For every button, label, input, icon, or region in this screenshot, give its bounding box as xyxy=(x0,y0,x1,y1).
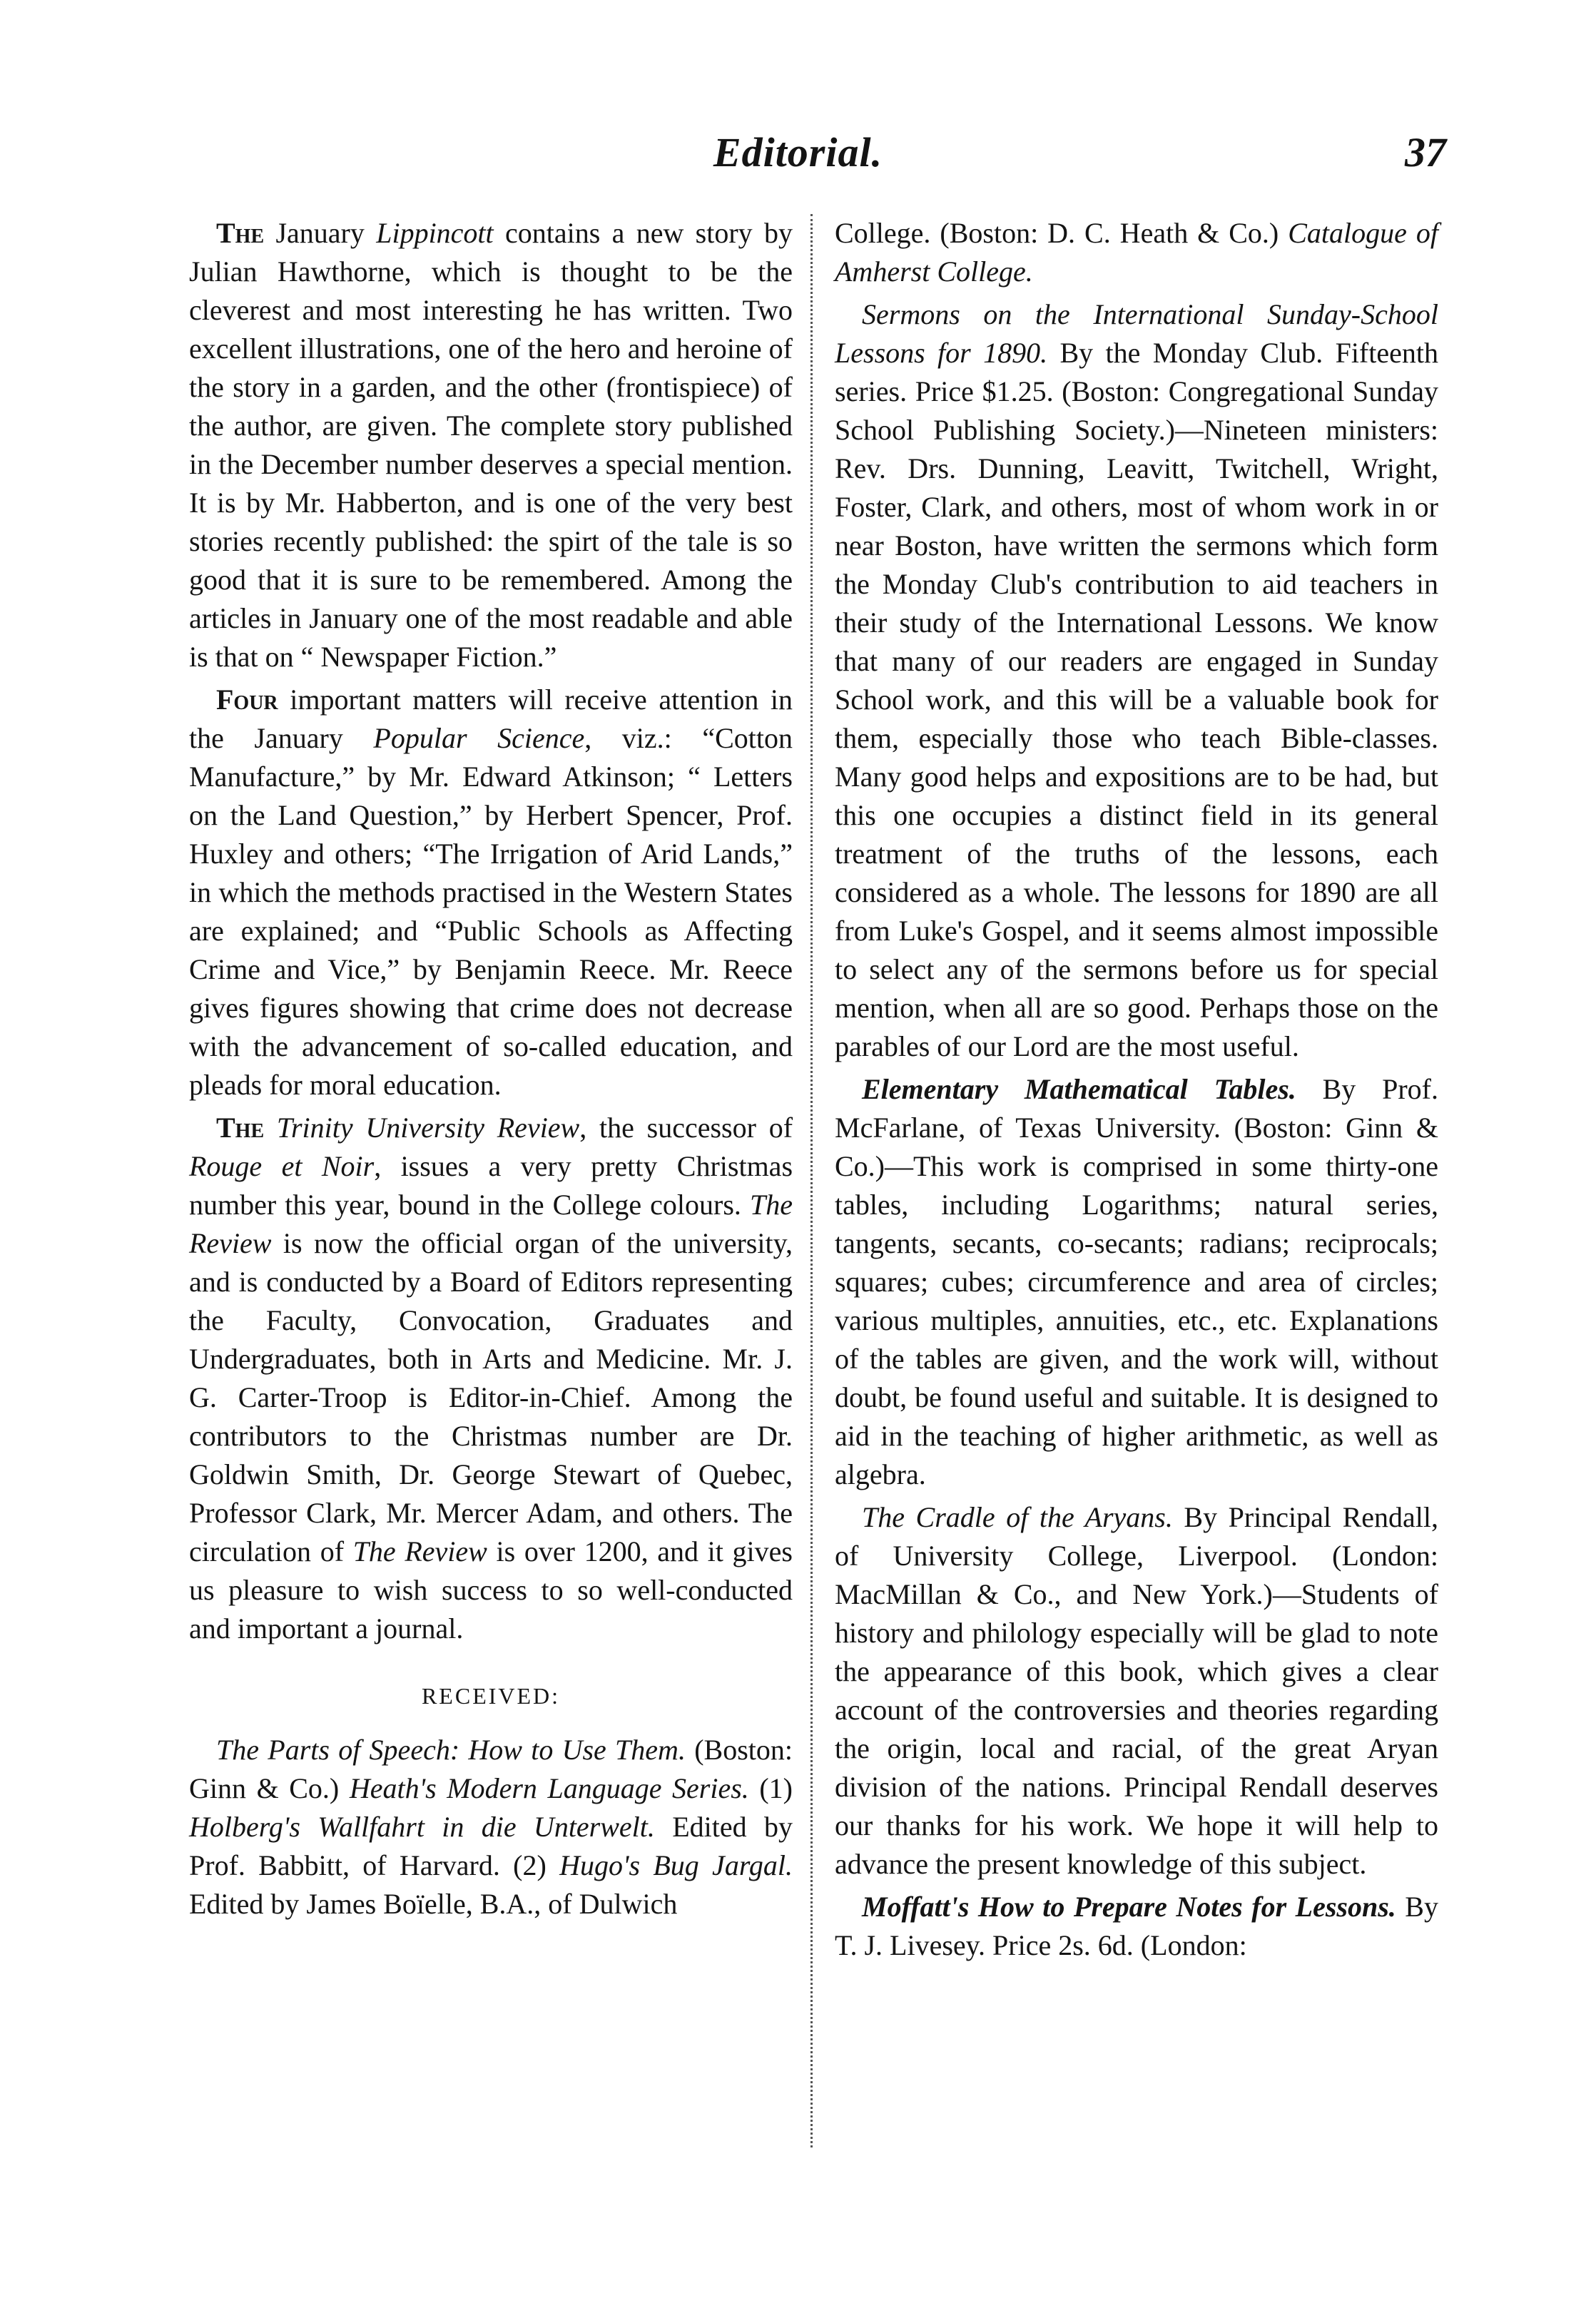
left-column xyxy=(189,214,793,1923)
paragraph-math-tables: Elementary Mathematical Tables. By Prof. McFarlane, of Texas University. (Boston: Ginn & Co.)—This work is comprised in some thirty-one tables, including Logarithms; natural series, tangents, secants, co-secants; radians; reciprocals; squares; cubes; circumference and area of circles; various multiples, annuities, etc., etc. Explanations of the tables are given, and the work will, without doubt, be found useful and suitable. It is designed to aid in the teaching of higher arithmetic, as well as algebra. xyxy=(835,1073,1438,1490)
book-title: Hugo's Bug Jargal. xyxy=(559,1849,793,1881)
paragraph-received-1: The Parts of Speech: How to Use Them. (Boston: Ginn & Co.) Heath's Modern Language Series. (1) Holberg's Wallfahrt in die Unterwelt. Edited by Prof. Babbitt, of Harvard. (2) Hugo's Bug Jargal. Edited by James Boïelle, B.A., of Dulwich xyxy=(189,1734,793,1920)
magazine-title: Trinity University Review xyxy=(276,1112,580,1144)
right-column xyxy=(835,214,1438,1965)
book-title: Elementary Mathematical Tables. xyxy=(862,1073,1296,1105)
paragraph-moffatt: Moffatt's How to Prepare Notes for Lessons. By T. J. Livesey. Price 2s. 6d. (London: xyxy=(835,1891,1438,1961)
page-number: 37 xyxy=(1405,129,1446,176)
magazine-title: Popular Science xyxy=(373,722,585,754)
book-title: Moffatt's How to Prepare Notes for Lessons. xyxy=(862,1891,1396,1923)
magazine-title: Lippincott xyxy=(376,217,494,249)
column-divider xyxy=(810,214,813,2147)
book-title: Sermons on the International Sunday-School Lessons for 1890. xyxy=(835,298,1438,369)
book-title: Holberg's Wallfahrt in die Unterwelt. xyxy=(189,1811,655,1843)
paragraph-heath-catalogue: College. (Boston: D. C. Heath & Co.) Catalogue of Amherst College. xyxy=(835,217,1438,288)
paragraph-sermons: Sermons on the International Sunday-School Lessons for 1890. By the Monday Club. Fifteenth series. Price $1.25. (Boston: Congregational Sunday School Publishing Society.)—Nineteen ministers: Rev. Drs. Dunning, Leavitt, Twitchell, Wright, Foster, Clark, and others, most of whom work in or near Boston, have written the sermons which form the Monday Club's contribution to aid teachers in their study of the International Lessons. We know that many of our readers are engaged in Sunday School work, and this will be a valuable book for them, especially those who teach Bible-classes. Many good helps and expositions are to be had, but this one occupies a distinct field in its general treatment of the truths of the lessons, each considered as a whole. The lessons for 1890 are all from Luke's Gospel, and it seems almost impossible to select any of the sermons before us for special mention, when all are so good. Perhaps those on the parables of our Lord are the most useful. xyxy=(835,298,1438,1062)
lead-word: The xyxy=(216,217,265,249)
paragraph-lippincott: The January Lippincott contains a new story by Julian Hawthorne, which is thought to be the cleverest and most interesting he has written. Two excellent illustrations, one of the hero and heroine of the story in a garden, and the other (frontispiece) of the author, are given. The complete story published in the December number deserves a special mention. It is by Mr. Habberton, and is one of the very best stories recently published: the spirt of the tale is so good that it is sure to be remembered. Among the articles in January one of the most readable and able is that on “ Newspaper Fiction.” xyxy=(189,217,793,673)
book-title: The Parts of Speech: How to Use Them. xyxy=(216,1734,686,1766)
book-title: The Cradle of the Aryans. xyxy=(862,1501,1173,1533)
magazine-title: The Review xyxy=(352,1535,487,1567)
paragraph-popular-science: Four important matters will receive attention in the January Popular Science, viz.: “Cotton Manufacture,” by Mr. Edward Atkinson; “ Letters on the Land Question,” by Herbert Spencer, Prof. Huxley and others; “The Irrigation of Arid Lands,” in which the methods practised in the Western States are explained; and “Public Schools as Affecting Crime and Vice,” by Benjamin Reece. Mr. Reece gives figures showing that crime does not decrease with the advancement of so-called education, and pleads for moral education. xyxy=(189,683,793,1101)
paragraph-trinity-review: The Trinity University Review, the successor of Rouge et Noir, issues a very pretty Christmas number this year, bound in the College colours. The Review is now the official organ of the university, and is conducted by a Board of Editors representing the Faculty, Convocation, Graduates and Undergraduates, both in Arts and Medicine. Mr. J. G. Carter-Troop is Editor-in-Chief. Among the contributors to the Christmas number are Dr. Goldwin Smith, Dr. George Stewart of Quebec, Professor Clark, Mr. Mercer Adam, and others. The circulation of The Review is over 1200, and it gives us pleasure to wish success to so well-conducted and important a journal. xyxy=(189,1112,793,1645)
page-title: Editorial. xyxy=(713,129,883,176)
received-heading: RECEIVED: xyxy=(421,1683,561,1709)
book-title: Catalogue of Amherst College. xyxy=(835,217,1438,288)
magazine-title: The Review xyxy=(189,1189,793,1259)
paragraph-cradle-aryans: The Cradle of the Aryans. By Principal Rendall, of University College, Liverpool. (London: MacMillan & Co., and New York.)—Students of history and philology especially will be glad to note the appearance of this book, which gives a clear account of the controversies and theories regarding the origin, local and racial, of the great Aryan division of the nations. Principal Rendall deserves our thanks for his work. We hope it will help to advance the present knowledge of this subject. xyxy=(835,1501,1438,1880)
lead-word: Four xyxy=(216,683,278,716)
book-title: Heath's Modern Language Series. xyxy=(349,1772,749,1804)
magazine-title: Rouge et Noir xyxy=(189,1150,375,1182)
lead-word: The xyxy=(216,1112,265,1144)
